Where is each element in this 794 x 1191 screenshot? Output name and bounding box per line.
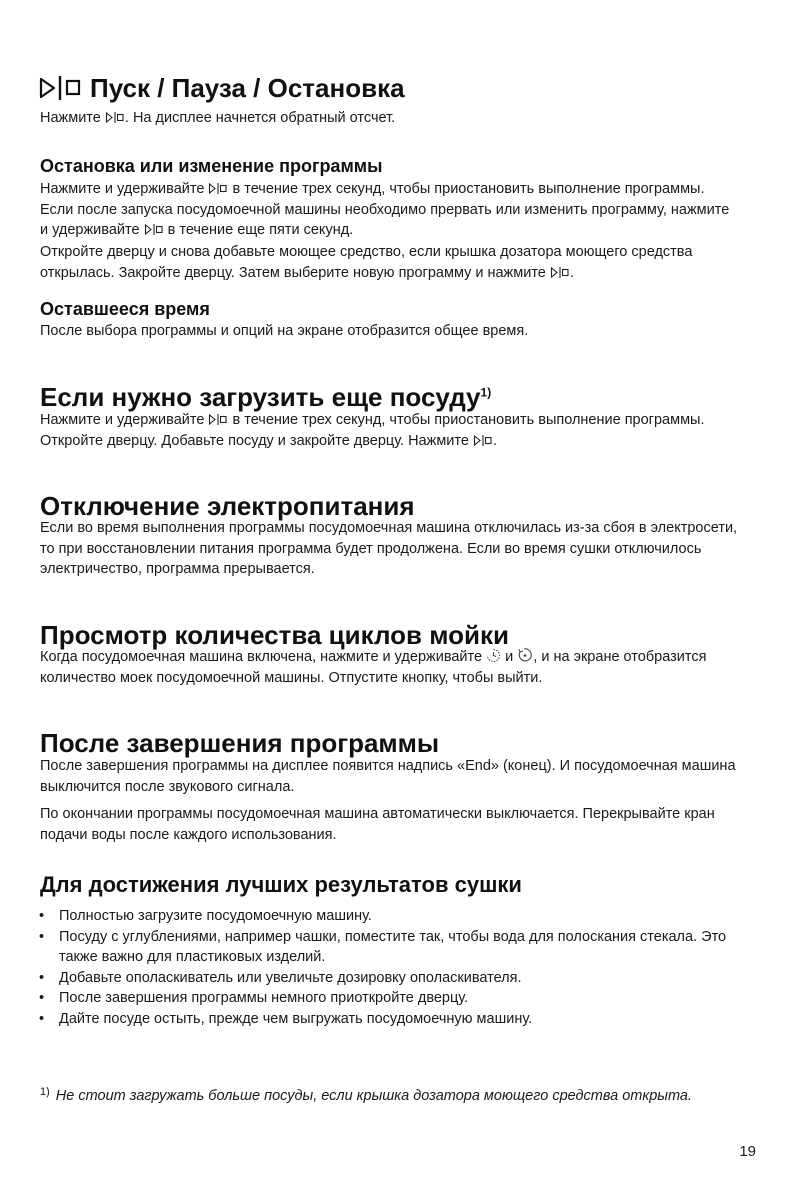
- after-program-text-2: По окончании программы посудомоечная машина автоматически выключается. Перекрывайте кран подачи воды после каждого использования.: [40, 806, 715, 843]
- start-pause-heading: [38, 73, 405, 103]
- remaining-time-text: После выбора программы и опций на экране отобразится общее время.: [40, 323, 529, 339]
- play-pause-icon: [550, 267, 570, 278]
- drying-tips-list: [38, 906, 738, 1029]
- footnote-mark: 1): [40, 1086, 50, 1098]
- list-item: • Посуду с углублениями, например чашки, поместите так, чтобы вода для полоскания стекала. Это также важно для пластиковых изделий.: [38, 927, 738, 968]
- power-failure-heading: Отключение электропитания: [40, 491, 415, 521]
- list-item: • После завершения программы немного приоткройте дверцу.: [38, 988, 738, 1009]
- list-item: • Дайте посуде остыть, прежде чем выгружать посудомоечную машину.: [38, 1009, 738, 1030]
- add-dishes-heading: Если нужно загрузить еще посуду$^{1)}$: [40, 382, 492, 412]
- footnote-ref: 1): [480, 385, 492, 400]
- add-dishes-text: Нажмите и удерживайте в течение трех секунд, чтобы приостановить выполнение программы. Откройте дверцу. Добавьте посуду и закройте дверцу. Нажмите .: [40, 412, 705, 449]
- page-number: 19: [739, 1143, 756, 1160]
- after-program-heading: После завершения программы: [40, 728, 440, 758]
- footnote-text: Не стоит загружать больше посуды, если крышка дозатора моющего средства открыта.: [55, 1088, 692, 1104]
- play-pause-icon: [38, 76, 82, 100]
- power-failure-text: Если во время выполнения программы посудомоечная машина отключилась из-за сбоя в электросети, то при восстановлении питания программа будет продолжена. Если во время сушки отключилось электричество, программа прерывается.: [40, 520, 738, 577]
- footnote: [40, 1082, 692, 1106]
- stop-change-text-2: Откройте дверцу и снова добавьте моющее средство, если крышка дозатора моющего средства открылась. Закройте дверцу. Затем выберите новую программу и нажмите .: [40, 244, 693, 281]
- start-pause-title: Пуск / Пауза / Остановка: [90, 73, 405, 103]
- play-pause-icon: [144, 224, 164, 235]
- stop-change-text-1: Нажмите и удерживайте в течение трех секунд, чтобы приостановить выполнение программы. Если после запуска посудомоечной машины необходимо прервать или изменить программу, нажмите и удерживайте в течение еще пяти секунд.: [40, 181, 730, 238]
- list-item: • Добавьте ополаскиватель или увеличьте дозировку ополаскивателя.: [38, 968, 738, 989]
- start-pause-text: Нажмите . На дисплее начнется обратный отсчет.: [40, 110, 396, 126]
- after-program-text-1: После завершения программы на дисплее появится надпись «End» (конец). И посудомоечная машина выключится после звукового сигнала.: [40, 758, 736, 795]
- stop-change-heading: Остановка или изменение программы: [40, 156, 383, 176]
- best-drying-heading: Для достижения лучших результатов сушки: [40, 872, 522, 897]
- remaining-time-heading: Оставшееся время: [40, 299, 210, 319]
- delay-timer-icon: [486, 648, 501, 663]
- play-pause-icon: [105, 112, 125, 123]
- list-item: • Полностью загрузите посудомоечную машину.: [38, 906, 738, 927]
- cycle-count-text: Когда посудомоечная машина включена, нажмите и удерживайте и , и на экране отобразится количество моек посудомоечной машины. Отпустите кнопку, чтобы выйти.: [40, 649, 707, 686]
- play-pause-icon: [208, 414, 228, 425]
- program-cycle-icon: [517, 647, 533, 663]
- play-pause-icon: [208, 183, 228, 194]
- cycle-count-heading: Просмотр количества циклов мойки: [40, 620, 509, 650]
- play-pause-icon: [473, 435, 493, 446]
